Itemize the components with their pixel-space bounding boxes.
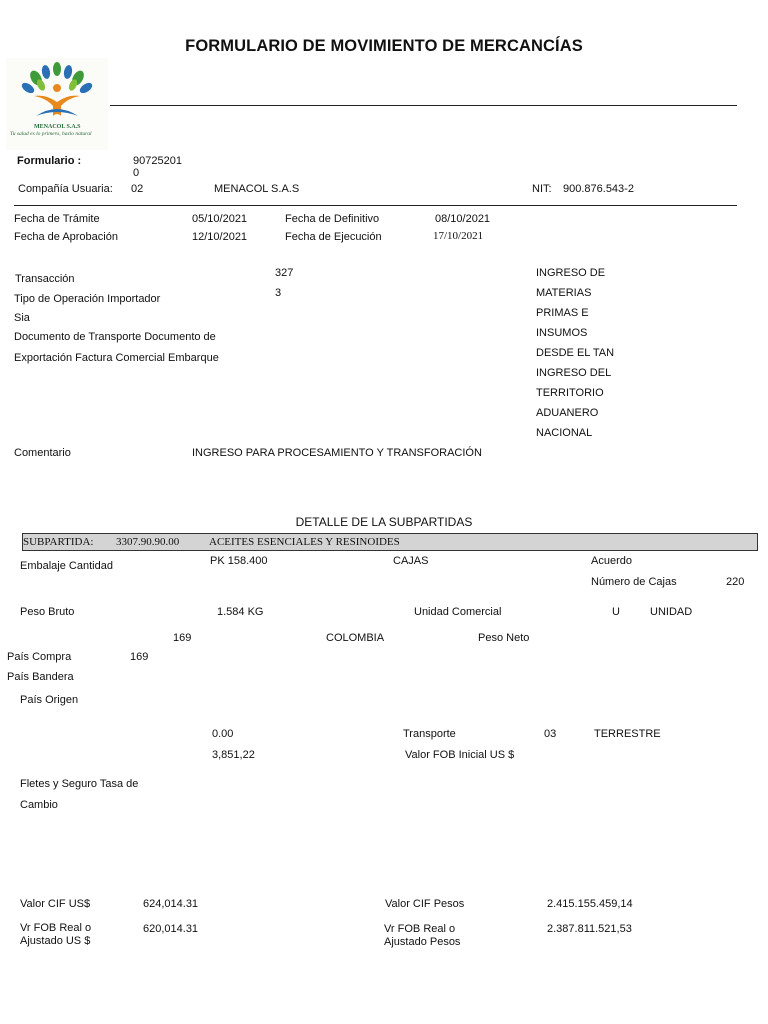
fob-inicial-label: Valor FOB Inicial US $: [405, 749, 515, 761]
description-line: INSUMOS: [536, 327, 588, 339]
fob-real-pesos-value: 2.387.811.521,53: [547, 923, 632, 935]
pais-bandera-label: País Bandera: [7, 671, 74, 683]
fob-real-pesos-label-cont: Ajustado Pesos: [384, 936, 461, 948]
embalaje-unit: CAJAS: [393, 555, 429, 567]
fecha-ejecucion-value: 17/10/2021: [433, 230, 484, 242]
embalaje-value: PK 158.400: [210, 555, 268, 567]
country-name: COLOMBIA: [326, 632, 385, 644]
fletes-value: 0.00: [212, 728, 234, 740]
peso-bruto-value: 1.584 KG: [217, 606, 264, 618]
description-line: ADUANERO: [536, 407, 599, 419]
fecha-tramite-value: 05/10/2021: [192, 213, 248, 225]
subpartida-code: 3307.90.90.00: [116, 536, 180, 548]
logo-tagline: Tu salud es lo primero, hazlo natural: [10, 131, 92, 137]
compania-label: Compañía Usuaria:: [18, 183, 113, 195]
comentario-value: INGRESO PARA PROCESAMIENTO Y TRANSFORACIÓN: [192, 447, 482, 459]
description-line: TERRITORIO: [536, 387, 604, 399]
unidad-value: UNIDAD: [650, 606, 693, 618]
header-divider: [14, 205, 737, 206]
transaccion-label: Transacción: [15, 273, 75, 285]
unidad-code: U: [612, 606, 620, 618]
description-line: INGRESO DE: [536, 267, 606, 279]
compania-name: MENACOL S.A.S: [214, 183, 300, 195]
title-divider: [110, 105, 737, 106]
cif-pesos-label: Valor CIF Pesos: [385, 898, 465, 910]
numero-cajas-value: 220: [726, 576, 745, 588]
subpartida-label: SUBPARTIDA:: [23, 536, 94, 548]
fecha-ejecucion-label: Fecha de Ejecución: [285, 231, 382, 243]
cambio-label: Cambio: [20, 799, 58, 811]
fob-real-pesos-label: Vr FOB Real o: [384, 923, 456, 935]
transporte-value: TERRESTRE: [594, 728, 661, 740]
compania-code: 02: [131, 183, 144, 195]
tipo-operacion-value: 3: [275, 287, 282, 299]
pais-compra-value: 169: [130, 651, 149, 663]
numero-cajas-label: Número de Cajas: [591, 576, 677, 588]
comentario-label: Comentario: [14, 447, 71, 459]
fob-real-us-value: 620,014.31: [143, 923, 199, 935]
fecha-definitivo-label: Fecha de Definitivo: [285, 213, 380, 225]
page-title: FORMULARIO DE MOVIMIENTO DE MERCANCÍAS: [185, 37, 583, 55]
subpartida-description: ACEITES ESENCIALES Y RESINOIDES: [209, 536, 400, 548]
fecha-definitivo-value: 08/10/2021: [435, 213, 491, 225]
fecha-aprobacion-label: Fecha de Aprobación: [14, 231, 118, 243]
documento-label-2: Exportación Factura Comercial Embarque: [14, 352, 219, 364]
detail-heading: DETALLE DE LA SUBPARTIDAS: [295, 515, 473, 529]
tipo-operacion-label: Tipo de Operación Importador: [14, 293, 161, 305]
subpartida-header: [22, 533, 758, 551]
sia-label: Sia: [14, 312, 30, 324]
pais-origen-label: País Origen: [20, 694, 79, 706]
embalaje-label: Embalaje Cantidad: [20, 560, 113, 572]
transporte-code: 03: [544, 728, 557, 740]
fecha-aprobacion-value: 12/10/2021: [192, 231, 248, 243]
nit-label: NIT:: [532, 183, 552, 195]
cif-pesos-value: 2.415.155.459,14: [547, 898, 633, 910]
description-line: NACIONAL: [536, 427, 593, 439]
acuerdo-label: Acuerdo: [591, 555, 632, 567]
tasa-cambio-value: 3,851,22: [212, 749, 255, 761]
peso-neto-label: Peso Neto: [478, 632, 530, 644]
description-line: PRIMAS E: [536, 307, 589, 319]
documento-label-1: Documento de Transporte Documento de: [14, 331, 216, 343]
formulario-value: 90725201: [133, 155, 182, 167]
fletes-label: Fletes y Seguro Tasa de: [20, 778, 139, 790]
unidad-comercial-label: Unidad Comercial: [414, 606, 502, 618]
formulario-label: Formulario :: [17, 155, 82, 167]
logo-brand: MENACOL S.A.S: [34, 124, 81, 130]
transaccion-value: 327: [275, 267, 294, 279]
description-line: DESDE EL TAN: [536, 347, 615, 359]
company-logo: [6, 58, 108, 150]
transporte-label: Transporte: [403, 728, 456, 740]
fob-real-us-label-cont: Ajustado US $: [20, 935, 91, 947]
cif-us-label: Valor CIF US$: [20, 898, 91, 910]
country-code: 169: [173, 632, 192, 644]
pais-compra-label: País Compra: [7, 651, 72, 663]
cif-us-value: 624,014.31: [143, 898, 199, 910]
fob-real-us-label: Vr FOB Real o: [20, 922, 92, 934]
description-line: MATERIAS: [536, 287, 592, 299]
description-line: INGRESO DEL: [536, 367, 612, 379]
formulario-value-cont: 0: [133, 167, 140, 179]
peso-bruto-label: Peso Bruto: [20, 606, 75, 618]
nit-value: 900.876.543-2: [563, 183, 634, 195]
fecha-tramite-label: Fecha de Trámite: [14, 213, 100, 225]
